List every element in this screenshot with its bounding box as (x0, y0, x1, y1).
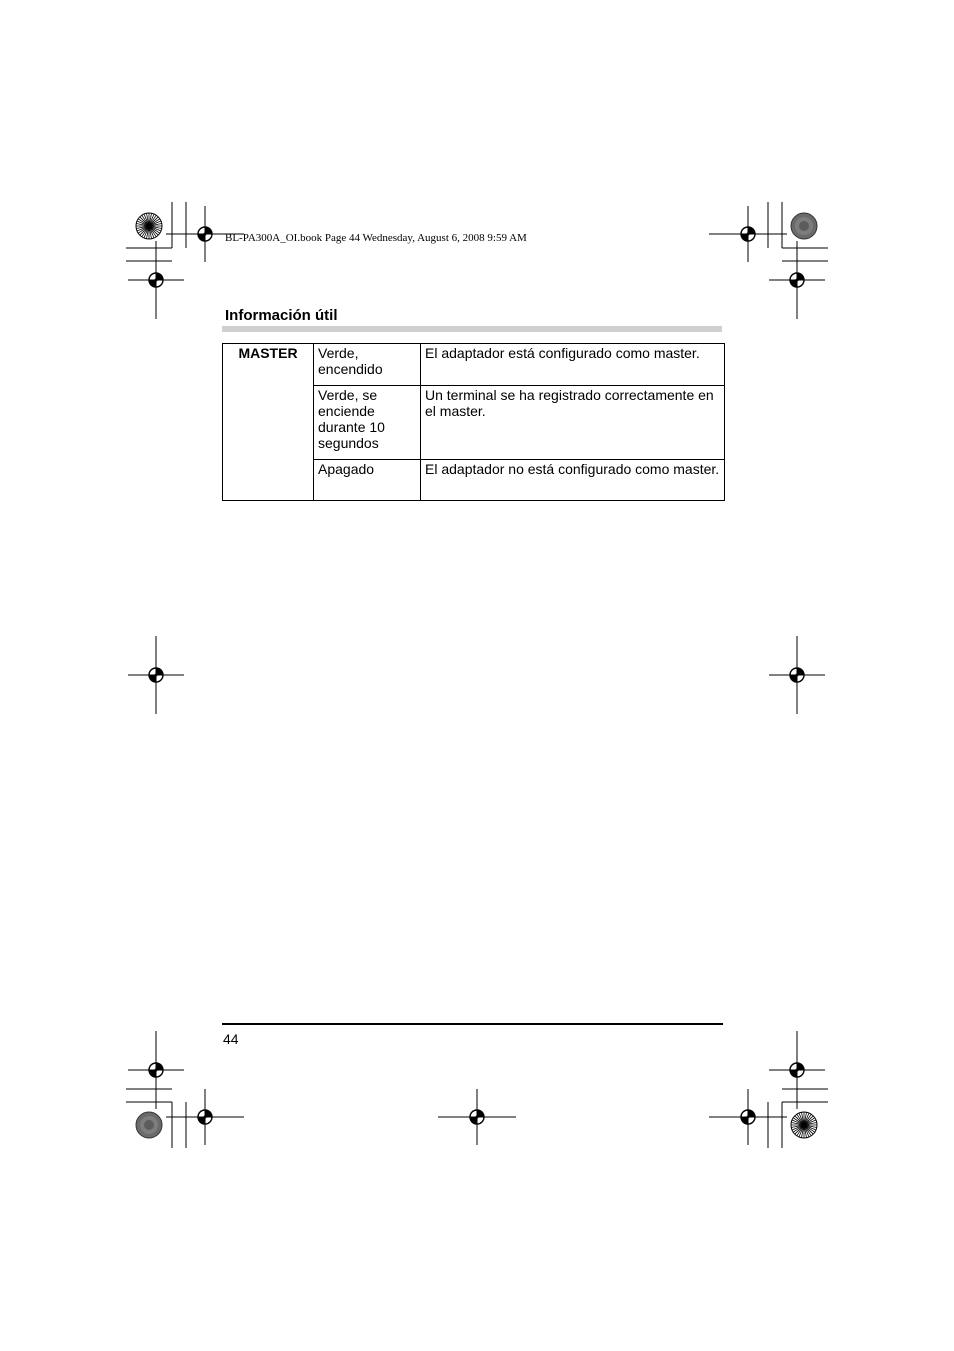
state-cell: Verde, encendido (314, 344, 421, 386)
led-status-table (222, 343, 725, 501)
title-underline (222, 326, 722, 332)
state-cell: Apagado (314, 460, 421, 501)
description-cell: El adaptador está configurado como master. (421, 344, 725, 386)
print-header: BL-PA300A_OI.book Page 44 Wednesday, August 6, 2008 9:59 AM (225, 232, 527, 244)
page-number: 44 (223, 1031, 239, 1047)
description-cell: El adaptador no está configurado como master. (421, 460, 725, 501)
state-cell: Verde, se enciende durante 10 segundos (314, 386, 421, 460)
section-title: Información útil (225, 307, 338, 324)
footer-rule (222, 1023, 723, 1025)
mode-cell: MASTER (223, 344, 314, 501)
description-cell: Un terminal se ha registrado correctamente en el master. (421, 386, 725, 460)
table-row (223, 344, 725, 386)
